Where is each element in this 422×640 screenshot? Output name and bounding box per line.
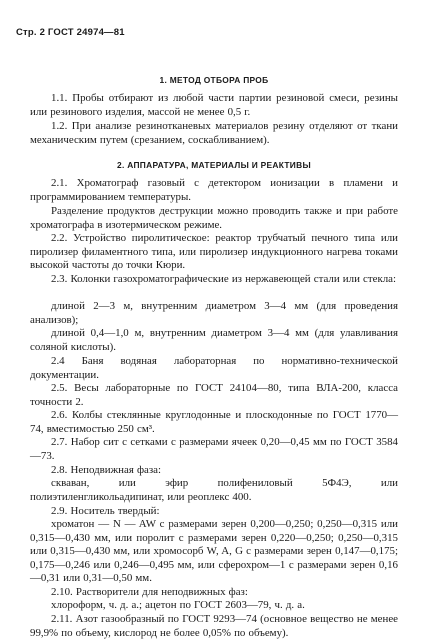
paragraph-2-9: 2.9. Носитель твердый: [51, 505, 160, 517]
paragraph-2-10-a: хлороформ, ч. д. а.; ацетон по ГОСТ 2603—79, ч. д. а. [51, 599, 305, 611]
section-2-heading: 2. АППАРАТУРА, МАТЕРИАЛЫ И РЕАКТИВЫ [117, 160, 311, 170]
paragraph-2-7: 2.7. Набор сит с сетками с размерами ячеек 0,20—0,45 мм по ГОСТ 3584—73. [30, 436, 398, 462]
paragraph-1-2: 1.2. При анализе резинотканевых материалов резину отделяют от ткани механическим путем (срезанием, соскабливанием). [30, 120, 398, 146]
paragraph-2-2: 2.2. Устройство пиролитическое: реактор трубчатый печного типа или пиролизер филаментного типа, или пиролизер индукционного нагрева токами высокой частоты до точки Кюри. [30, 232, 398, 272]
paragraph-2-1-note: Разделение продуктов деструкции можно проводить также и при работе хроматографа в изотермическом режиме. [30, 205, 398, 231]
paragraph-2-10: 2.10. Растворители для неподвижных фаз: [51, 586, 248, 598]
paragraph-2-8: 2.8. Неподвижная фаза: [51, 464, 161, 476]
paragraph-2-4: 2.4 Баня водяная лабораторная по нормативно-технической документации. [30, 355, 398, 381]
paragraph-2-9-a: хроматон — N — AW с размерами зерен 0,200—0,250; 0,250—0,315 или 0,315—0,430 мм, или поролит с размерами зерен 0,220—0,250; 0,250—0,315 или 0,315—0,430 мм, или хромосорб W, A, G с размерами зерен 0,147—0,175; 0,175—0,246 или 0,246—0,495 мм, или сферохром—1 с размерами зерен 0,16—0,31 или 0,31—0,50 мм. [30, 518, 398, 585]
paragraph-2-3-a: длиной 2—3 м, внутренним диаметром 3—4 мм (для проведения анализов); [30, 300, 398, 326]
page-header: Стр. 2 ГОСТ 24974—81 [16, 27, 125, 38]
paragraph-2-11: 2.11. Азот газообразный по ГОСТ 9293—74 (основное вещество не менее 99,9% по объему, кислород не более 0,05% по объему). [30, 613, 398, 639]
paragraph-2-6: 2.6. Колбы стеклянные круглодонные и плоскодонные по ГОСТ 1770—74, вместимостью 250 см³. [30, 409, 398, 435]
paragraph-2-3-b: длиной 0,4—1,0 м, внутренним диаметром 3—4 мм (для улавливания соляной кислоты). [30, 327, 398, 353]
paragraph-2-8-a: скваван, или эфир полифениловый 5Ф4Э, или полиэтиленгликольадипинат, или реоплекс 400. [30, 477, 398, 503]
section-1-heading: 1. МЕТОД ОТБОРА ПРОБ [159, 75, 269, 85]
paragraph-2-1: 2.1. Хроматограф газовый с детектором ионизации в пламени и программированием температуры. [30, 177, 398, 203]
paragraph-2-5: 2.5. Весы лабораторные по ГОСТ 24104—80, типа ВЛА-200, класса точности 2. [30, 382, 398, 408]
paragraph-1-1: 1.1. Пробы отбирают из любой части партии резиновой смеси, резины или резинового изделия, массой не менее 0,5 г. [30, 92, 398, 118]
paragraph-2-3: 2.3. Колонки газохроматографические из нержавеющей стали или стекла: [51, 273, 397, 285]
